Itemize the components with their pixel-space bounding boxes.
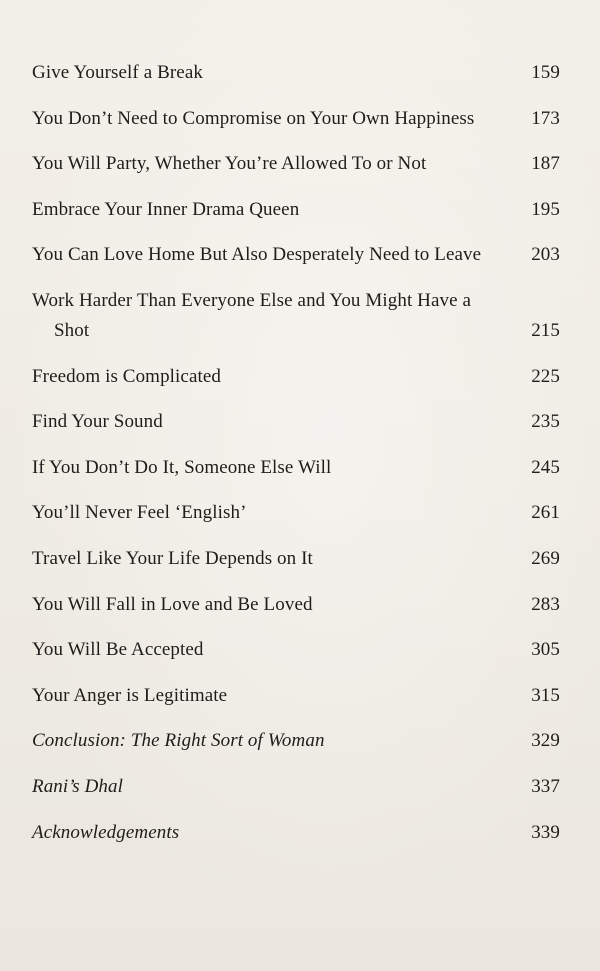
toc-entry-title: Conclusion: The Right Sort of Woman <box>32 730 325 752</box>
toc-entry-page: 269 <box>531 547 560 569</box>
toc-entry-page: 195 <box>531 198 560 220</box>
toc-entry <box>32 544 560 574</box>
toc-entry-page: 225 <box>531 365 560 387</box>
toc-entry-page: 305 <box>531 639 560 661</box>
toc-entry-title: Travel Like Your Life Depends on It <box>32 547 313 569</box>
toc-entry <box>32 453 560 483</box>
toc-entry <box>32 681 560 711</box>
toc-entry <box>32 195 560 225</box>
toc-entry <box>32 240 560 270</box>
toc-entry-title: Find Your Sound <box>32 411 163 433</box>
table-of-contents <box>32 58 560 863</box>
toc-entry-page: 187 <box>531 153 560 175</box>
toc-entry <box>32 286 560 346</box>
toc-entry <box>32 149 560 179</box>
toc-entry-title: If You Don’t Do It, Someone Else Will <box>32 456 332 478</box>
toc-entry-page: 215 <box>531 319 560 341</box>
toc-entry-page: 159 <box>531 62 560 83</box>
toc-entry-title: You Don’t Need to Compromise on Your Own Happiness <box>32 107 475 129</box>
toc-entry-page: 283 <box>531 593 560 615</box>
toc-entry-page: 315 <box>531 684 560 706</box>
toc-entry <box>32 407 560 437</box>
toc-entry <box>32 635 560 665</box>
toc-entry-title: Your Anger is Legitimate <box>32 684 228 706</box>
toc-entry-page: 329 <box>531 730 560 752</box>
toc-entry-title: You Will Fall in Love and Be Loved <box>32 593 313 615</box>
toc-entry <box>32 590 560 620</box>
toc-entry-page: 173 <box>531 107 560 129</box>
toc-entry-title: Give Yourself a Break <box>32 62 203 83</box>
toc-entry-page: 245 <box>531 456 560 478</box>
toc-entry-page: 261 <box>531 502 560 524</box>
toc-entry <box>32 818 560 848</box>
toc-entry-page: 339 <box>531 821 560 843</box>
toc-entry <box>32 58 560 88</box>
toc-entry <box>32 104 560 134</box>
toc-entry-title: Work Harder Than Everyone Else and You Might Have a Shot <box>32 289 472 341</box>
toc-entry-page: 337 <box>531 775 560 797</box>
toc-entry <box>32 498 560 528</box>
toc-entry-title: Acknowledgements <box>32 821 180 843</box>
toc-entry-title: You’ll Never Feel ‘English’ <box>32 502 247 524</box>
toc-entry-title: Rani’s Dhal <box>32 775 124 797</box>
toc-entry-page: 203 <box>531 244 560 266</box>
toc-entry-title: Freedom is Complicated <box>32 365 221 387</box>
toc-entry-page: 235 <box>531 411 560 433</box>
toc-entry-title: You Will Be Accepted <box>32 639 204 661</box>
toc-entry-title: You Will Party, Whether You’re Allowed To or Not <box>32 153 427 175</box>
toc-entry <box>32 772 560 802</box>
toc-entry-title: You Can Love Home But Also Desperately Need to Leave <box>32 244 482 266</box>
toc-entry <box>32 362 560 392</box>
toc-entry <box>32 726 560 756</box>
toc-entry-title: Embrace Your Inner Drama Queen <box>32 198 300 220</box>
